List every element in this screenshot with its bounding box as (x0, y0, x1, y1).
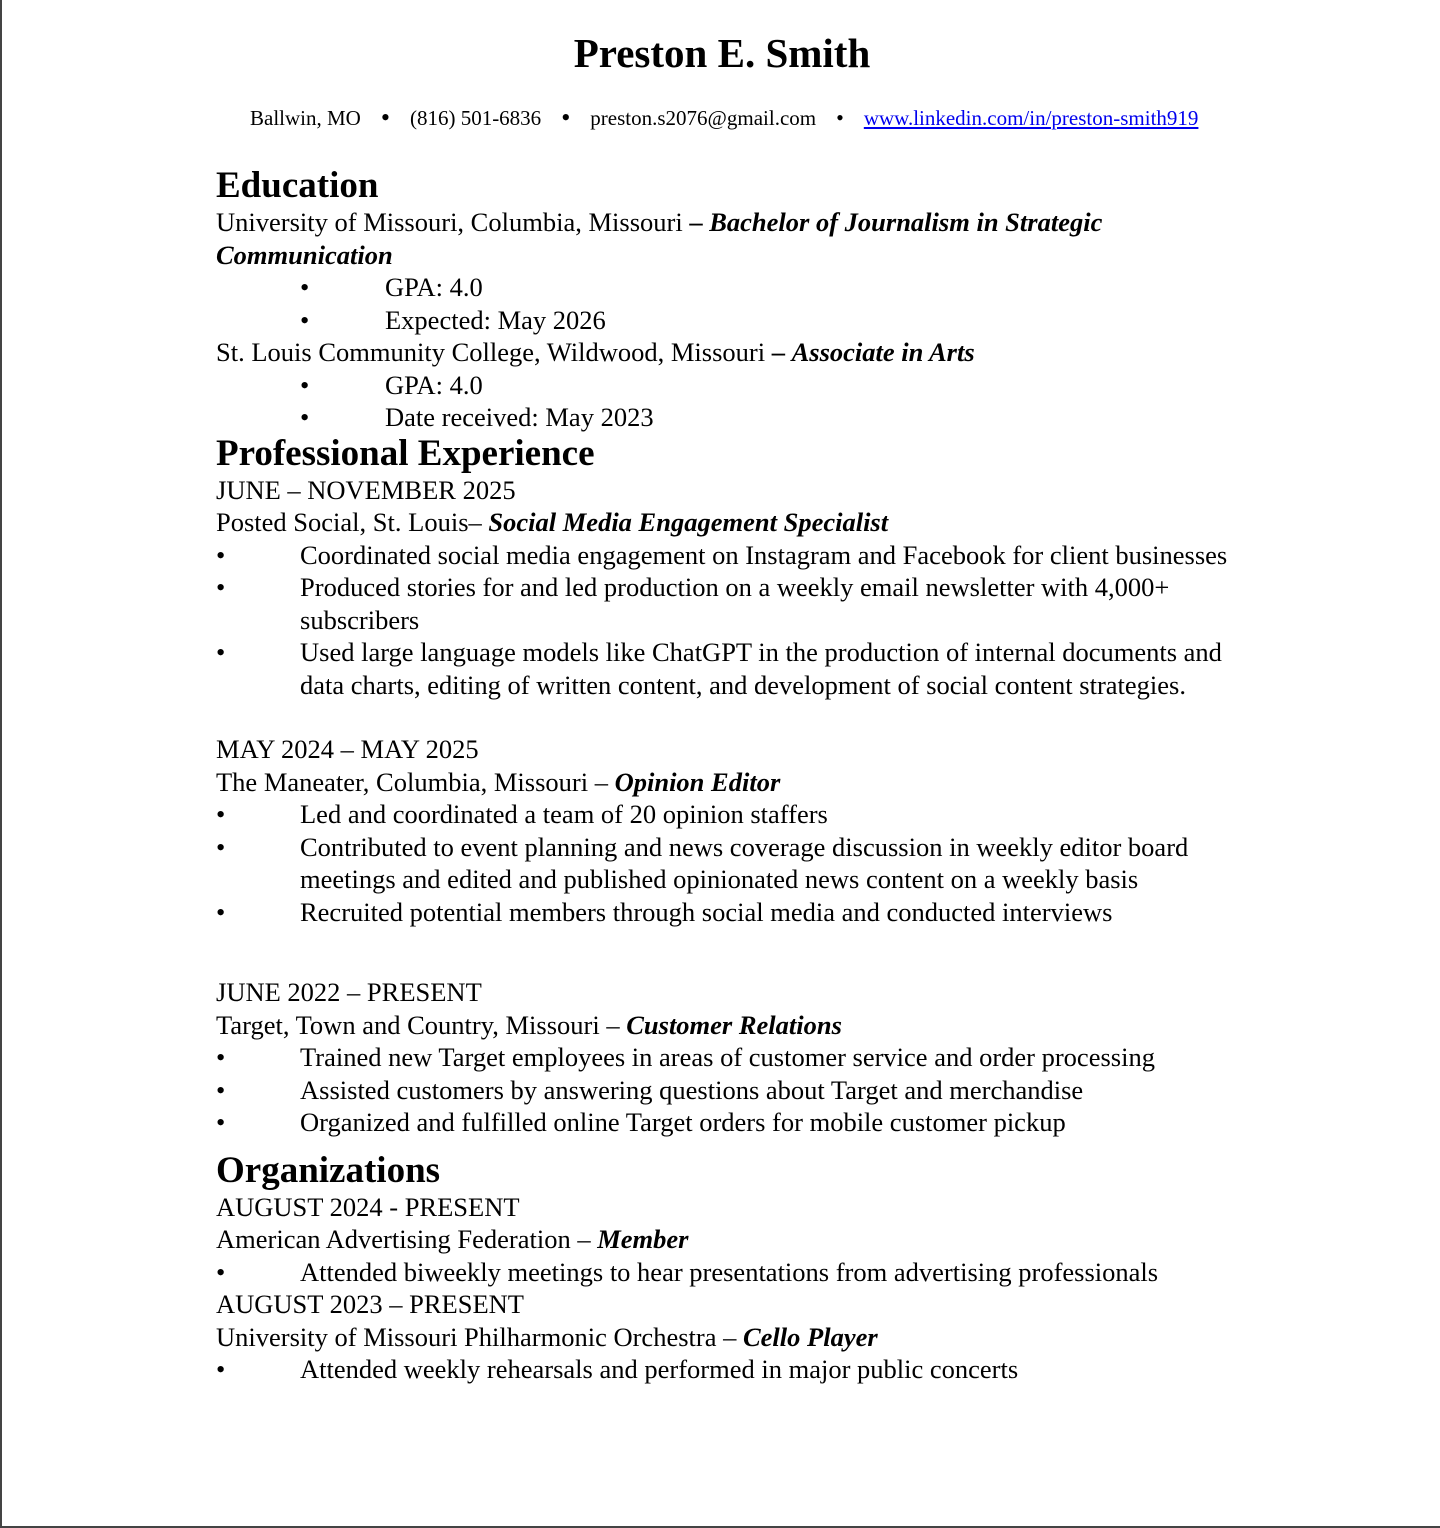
job-dates: JUNE 2022 – PRESENT (216, 977, 482, 1007)
contact-line (250, 104, 1198, 132)
org-line (216, 1223, 1236, 1256)
bullet-icon: • (216, 637, 226, 667)
job-org-line (216, 1009, 1236, 1042)
bullet-icon: • (216, 572, 226, 602)
spacer (216, 928, 1236, 976)
section-heading-organizations: Organizations (216, 1149, 441, 1191)
school-degree: Associate in Arts (791, 337, 975, 367)
job-bullets (216, 539, 1236, 702)
bullet-text: Attended biweekly meetings to hear presentations from advertising professionals (300, 1256, 1159, 1287)
bullet-text: Attended weekly rehearsals and performed in major public concerts (300, 1354, 1019, 1384)
resume-body (216, 166, 1236, 1386)
bullet-icon: • (216, 799, 226, 829)
candidate-name: Preston E. Smith (573, 30, 871, 76)
org-dates: AUGUST 2023 – PRESENT (216, 1289, 524, 1319)
job-org: The Maneater, Columbia, Missouri (216, 766, 589, 797)
job-org-line (216, 766, 1236, 799)
contact-email: preston.s2076@gmail.com (590, 105, 817, 130)
bullet-text: Recruited potential members through social media and conducted interviews (300, 896, 1113, 927)
job-title: Social Media Engagement Specialist (488, 507, 889, 537)
school-line (216, 206, 1236, 239)
school-dash: – (765, 337, 792, 367)
list-item (216, 831, 1236, 896)
org-name: American Advertising Federation (216, 1224, 571, 1254)
detail-text: GPA: 4.0 (385, 272, 483, 302)
school-line (216, 336, 1236, 369)
bullet-icon: • (216, 1107, 226, 1137)
section-heading-experience: Professional Experience (216, 432, 595, 474)
job-dash: – (468, 507, 489, 537)
section-heading-education: Education (216, 165, 379, 206)
list-item (216, 1106, 1236, 1139)
school-details-list (216, 369, 1236, 434)
list-item (216, 896, 1236, 929)
org-dash: – (570, 1224, 598, 1254)
org-bullets (216, 1353, 1236, 1386)
org-dash: – (716, 1321, 743, 1352)
bullet-icon: • (300, 272, 310, 302)
school-dash: – (682, 207, 710, 237)
list-item (216, 401, 1236, 434)
bullet-icon: • (216, 896, 226, 927)
bullet-separator-icon: • (380, 103, 390, 132)
contact-phone: (816) 501-6836 (409, 105, 542, 130)
list-item (216, 636, 1236, 701)
bullet-icon: • (300, 402, 310, 432)
bullet-text: Coordinated social media engagement on Instagram and Facebook for client businesses (300, 539, 1228, 570)
bullet-text: Organized and fulfilled online Target orders for mobile customer pickup (300, 1107, 1066, 1137)
org-dates: AUGUST 2024 - PRESENT (216, 1191, 520, 1222)
bullet-icon: • (216, 1042, 226, 1072)
list-item (216, 271, 1236, 304)
list-item (216, 304, 1236, 337)
list-item (216, 798, 1236, 831)
job-bullets (216, 798, 1236, 928)
list-item (216, 1074, 1236, 1107)
detail-text: GPA: 4.0 (385, 369, 483, 400)
list-item (216, 571, 1236, 636)
bullet-text: Contributed to event planning and news coverage discussion in weekly editor board meetings and edited and published opinionated news content on a weekly basis (300, 831, 1189, 894)
job-dash: – (599, 1009, 627, 1040)
detail-text: Date received: May 2023 (385, 402, 654, 432)
job-org-line (216, 506, 1236, 539)
org-name: University of Missouri Philharmonic Orchestra (216, 1321, 717, 1352)
list-item (216, 369, 1236, 402)
linkedin-link[interactable]: www.linkedin.com/in/preston-smith919 (863, 105, 1199, 130)
bullet-icon: • (300, 304, 310, 335)
detail-text: Expected: May 2026 (385, 304, 606, 335)
bullet-icon: • (216, 1256, 226, 1287)
bullet-icon: • (216, 1354, 226, 1384)
org-line (216, 1321, 1236, 1354)
job-org: Posted Social, St. Louis (216, 507, 469, 537)
school-degree-continued: Communication (216, 239, 393, 270)
job-title: Opinion Editor (614, 766, 781, 797)
job-title: Customer Relations (626, 1009, 842, 1040)
bullet-text: Produced stories for and led production on a weekly email newsletter with 4,000+ subscribers (300, 572, 1170, 635)
bullet-icon: • (216, 831, 226, 862)
org-role: Cello Player (742, 1321, 878, 1352)
list-item (216, 1256, 1236, 1289)
job-dates: MAY 2024 – MAY 2025 (216, 734, 479, 764)
bullet-text: Trained new Target employees in areas of customer service and order processing (300, 1042, 1155, 1072)
spacer (216, 1139, 1236, 1151)
org-bullets (216, 1256, 1236, 1289)
list-item (216, 539, 1236, 572)
org-role: Member (597, 1224, 689, 1254)
job-org: Target, Town and Country, Missouri (216, 1009, 600, 1040)
bullet-text: Assisted customers by answering questions about Target and merchandise (300, 1074, 1084, 1105)
list-item (216, 1353, 1236, 1386)
job-bullets (216, 1041, 1236, 1139)
bullet-separator-icon: • (561, 103, 571, 132)
school-degree: Bachelor of Journalism in Strategic (709, 207, 1103, 237)
bullet-icon: • (216, 1074, 226, 1105)
school-institution: St. Louis Community College, Wildwood, Missouri (216, 337, 766, 367)
school-institution: University of Missouri, Columbia, Missouri (216, 207, 683, 237)
list-item (216, 1041, 1236, 1074)
bullet-icon: • (216, 539, 226, 570)
bullet-text: Used large language models like ChatGPT in the production of internal documents and data charts, editing of written content, and development of social content strategies. (300, 637, 1222, 700)
contact-location: Ballwin, MO (250, 105, 361, 130)
job-dash: – (588, 766, 615, 797)
job-dates: JUNE – NOVEMBER 2025 (216, 474, 516, 505)
bullet-separator-icon: • (836, 105, 844, 130)
school-details-list (216, 271, 1236, 336)
bullet-text: Led and coordinated a team of 20 opinion staffers (300, 799, 828, 829)
spacer (216, 701, 1236, 733)
bullet-icon: • (300, 369, 310, 400)
